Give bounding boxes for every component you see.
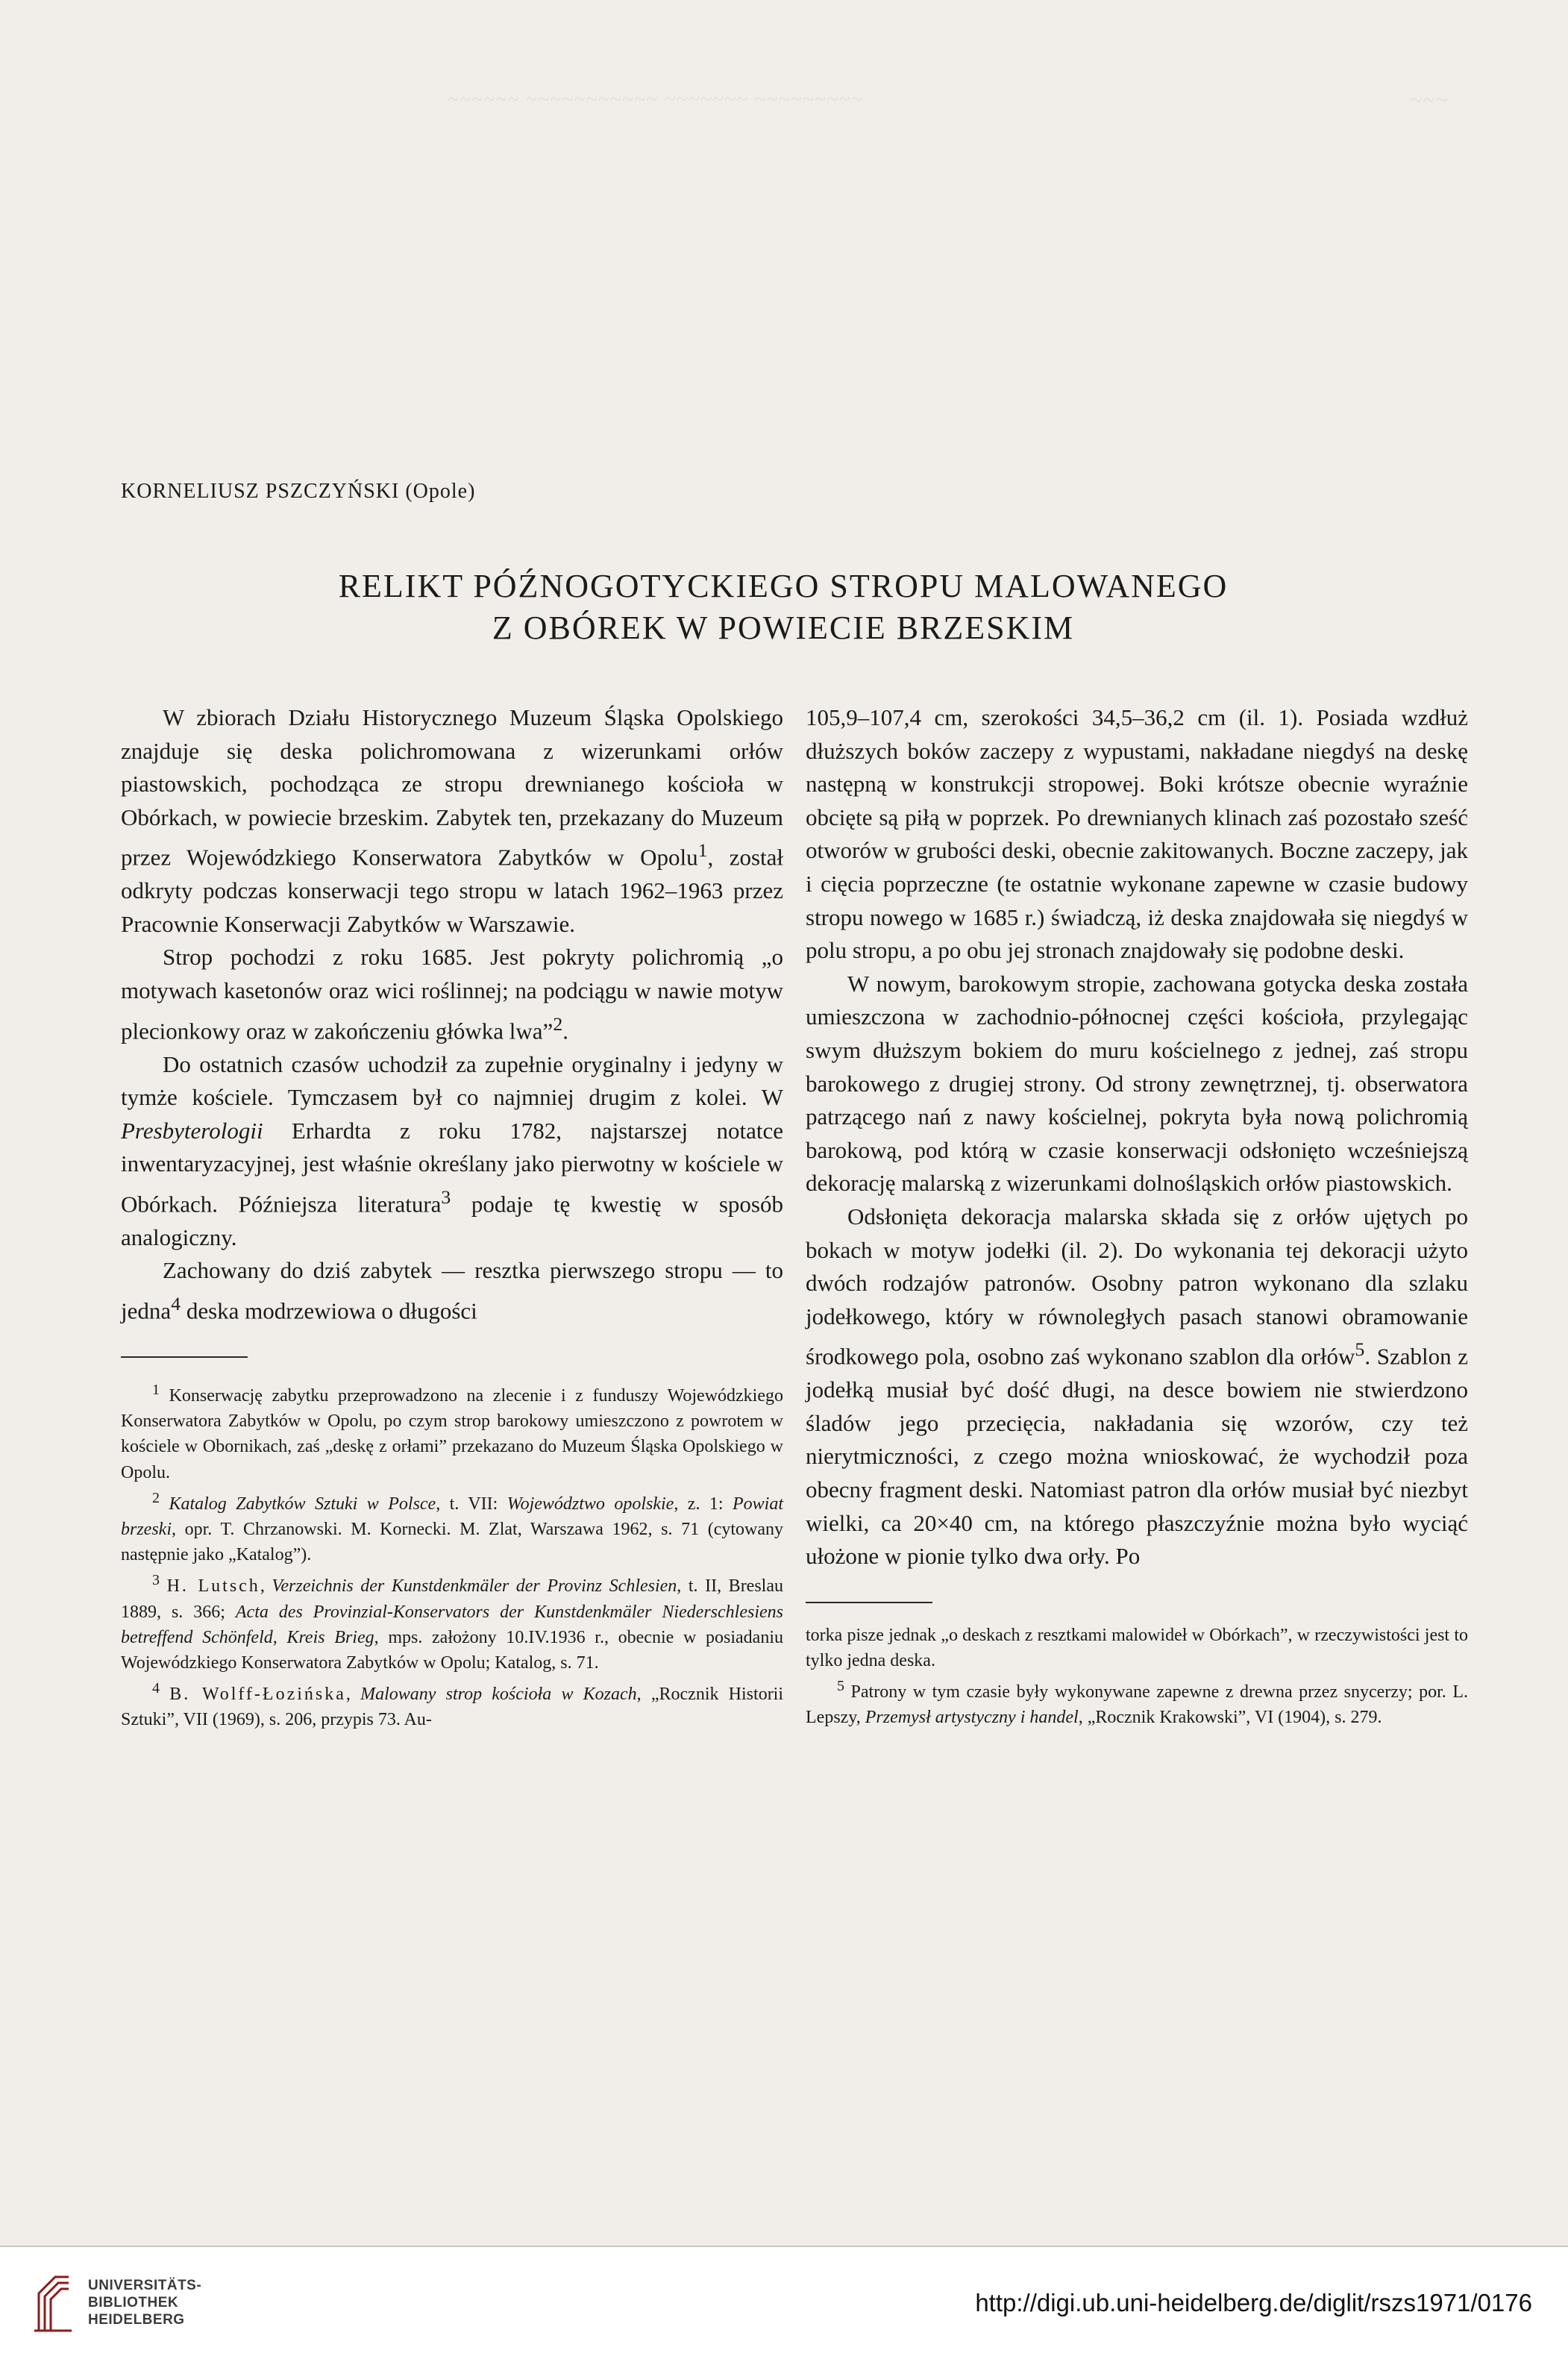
text: , (260, 1576, 272, 1597)
paragraph (121, 941, 783, 1047)
italic-text: Powiat brzeski (121, 1494, 784, 1540)
text: deska modrzewiowa o długości (181, 1297, 477, 1324)
footnote-5 (806, 1673, 1468, 1730)
text: , z. 1: (674, 1494, 733, 1514)
paragraph: 105,9–107,4 cm, szerokości 34,5–36,2 cm (il. 1). Posiada wzdłuż dłuższych boków zaczepy z wypustami, nakładane niegdyś na deskę następną w konstrukcji stropowej. Boki krótsze obecnie wyraźnie obcięte są piłą w poprzek. Po drewnianych klinach zaś pozostało sześć otworów w grubości deski, obecnie zakitowanych. Boczne zaczepy, jak i cięcia poprzeczne (te ostatnie wykonane zapewne w czasie budowy stropu nowego w 1685 r.) świadczą, iż deska znajdowała się niegdyś w polu stropu, a po obu jej stronach znajdowały się podobne deski. (806, 704, 1468, 964)
library-name-line: UNIVERSITÄTS- (88, 2278, 202, 2293)
text: Konserwację zabytku przeprowadzono na zlecenie i z funduszy Wojewódzkiego Konserwatora Zabytków w Opolu, po czym strop barokowy umieszczono z powrotem w kościele w Obornikach, zaś „deskę z orłami” przekazano do Muzeum Śląska Opolskiego w Opolu. (121, 1386, 783, 1482)
footnote-number: 5 (837, 1678, 844, 1695)
text: Erhardta z roku 1782, najstarszej notatce inwentaryzacyjnej, jest właśnie określany jako pierwotny w kościele w Obórkach. Późniejsza literatura (121, 1117, 783, 1218)
footnote-number: 2 (152, 1489, 160, 1506)
footnote-ref: 1 (697, 839, 708, 862)
italic-text: Acta des Provinzial-Konservators der Kunstdenkmäler Niederschlesiens betreffend Schönfeld, Kreis Brieg (121, 1602, 783, 1647)
source-url-link[interactable]: http://digi.ub.uni-heidelberg.de/diglit/rszs1971/0176 (975, 2289, 1532, 2316)
text: Odsłonięta dekoracja malarska składa się z orłów ujętych po bokach w motyw jodełki (il. 2). Do wykonania tej dekoracji użyto dwóch rodzajów patronów. Osobny patron wykonano dla szlaku jodełkowego, który w równoległych pasach stanowi obramowanie środkowego pola, osobno zaś wykonano szablon dla orłów (806, 1203, 1468, 1370)
title-line-2: Z OBÓREK W POWIECIE BRZESKIM (492, 610, 1075, 646)
library-logo-icon (31, 2271, 75, 2334)
text: . Szablon z jodełką musiał być dość długi, na desce bowiem nie stwierdzono śladów jego przecięcia, nakładania się wzorów, czy też nierytmiczności, z czego można wnioskować, że wychodził poza obecny fragment deski. Natomiast patron dla orłów musiał być niezbyt wielki, ca 20×40 cm, na którego płaszczyźnie można było wyciąć ułożone w pionie tylko dwa orły. Po (806, 1343, 1468, 1570)
italic-text: Katalog Zabytków Sztuki w Polsce (169, 1494, 436, 1514)
text: , „Rocznik Historii Sztuki”, VII (1969), s. 206, przypis 73. Au- (121, 1685, 784, 1730)
footnote-number: 1 (152, 1382, 160, 1398)
show-through-page-number: ~~~ (1410, 88, 1449, 113)
paragraph (121, 701, 783, 941)
footnote-ref: 3 (441, 1185, 451, 1208)
text: W zbiorach Działu Historycznego Muzeum Śląska Opolskiego znajduje się deska polichromowana z wizerunkami orłów piastowskich, pochodząca ze stropu drewnianego kościoła w Obórkach, w powiecie brzeskim. Zabytek ten, przekazany do Muzeum przez Wojewódzkiego Konserwatora Zabytków w Opolu (121, 704, 783, 871)
footnote-number: 3 (152, 1572, 160, 1589)
text: . (562, 1018, 568, 1044)
paragraph (806, 1200, 1468, 1573)
library-name (88, 2277, 201, 2328)
right-column (806, 701, 1468, 1731)
footnote-ref: 5 (1355, 1338, 1365, 1361)
text: , (345, 1685, 361, 1705)
spaced-author: B. Wolff-Łozińska (169, 1685, 346, 1705)
text: , mps. założony 10.IV.1936 r., obecnie w posiadaniu Wojewódzkiego Konserwatora Zabytków w Opolu; Katalog, s. 71. (121, 1627, 783, 1673)
footnote-ref: 2 (553, 1012, 563, 1035)
italic-text: Presbyterologii (121, 1117, 263, 1144)
text: , t. VII: (436, 1494, 507, 1514)
footnote-2 (121, 1485, 783, 1568)
text: , t. II, Breslau 1889, s. 366; (121, 1576, 783, 1622)
footnote-4-continued: torka pisze jednak „o deskach z resztkami malowideł w Obórkach”, w rzeczywistości jest to tylko jedna deska. (806, 1625, 1468, 1670)
library-footer (0, 2246, 1568, 2359)
footnote-rule (806, 1602, 932, 1603)
text: Do ostatnich czasów uchodził za zupełnie oryginalny i jedyny w tymże kościele. Tymczasem był co najmniej drugim z kolei. W (121, 1050, 783, 1111)
text: , opr. T. Chrzanowski. M. Kornecki. M. Zlat, Warszawa 1962, s. 71 (cytowany następnie jako „Katalog”). (121, 1520, 783, 1565)
title-line-1: RELIKT PÓŹNOGOTYCKIEGO STROPU MALOWANEGO (338, 568, 1229, 604)
article-title (119, 566, 1447, 649)
italic-text: Przemysł artystyczny i handel (865, 1708, 1079, 1728)
author-line: KORNELIUSZ PSZCZYŃSKI (Opole) (121, 480, 476, 503)
show-through-running-header: ~~~~~~ ~~~~~~~~~~~ ~~~~~~~ ~~~~~~~~~ (448, 88, 863, 111)
left-column (121, 701, 783, 1733)
spaced-author: H. Lutsch (166, 1576, 260, 1597)
paragraph (121, 1048, 783, 1255)
text: podaje tę kwestię w sposób analogiczny. (121, 1191, 783, 1250)
paragraph: W nowym, barokowym stropie, zachowana gotycka deska została umieszczona w zachodnio-północnej części kościoła, przylegając swym dłuższym bokiem do muru kościelnego z jednej, zaś stropu barokowego z drugiej strony. Od strony zewnętrznej, tj. obserwatora patrzącego nań z nawy kościelnej, pokryta była nową polichromią barokową, pod którą w czasie konserwacji odsłonięto wcześniejszą dekorację malarską z wizerunkami dolnośląskich orłów piastowskich. (806, 970, 1468, 1197)
footnote-number: 4 (152, 1680, 160, 1697)
library-name-line: BIBLIOTHEK (88, 2295, 179, 2311)
text: , „Rocznik Krakowski”, VI (1904), s. 279. (1078, 1708, 1382, 1728)
footnote-ref: 4 (171, 1293, 181, 1315)
footnote-1 (121, 1377, 783, 1485)
text: Zachowany do dziś zabytek — resztka pierwszego stropu — to jedna (121, 1257, 783, 1324)
footnote-rule (121, 1356, 248, 1358)
footnote-4 (121, 1676, 783, 1732)
italic-text: Województwo opolskie (507, 1494, 674, 1514)
italic-text: Verzeichnis der Kunstdenkmäler der Provinz Schlesien (272, 1576, 677, 1597)
footnote-3 (121, 1567, 783, 1676)
text: Strop pochodzi z roku 1685. Jest pokryty polichromią „o motywach kasetonów oraz wici roślinnej; na podciągu w nawie motyw plecionkowy oraz w zakończeniu główka lwa” (121, 944, 783, 1044)
italic-text: Malowany strop kościoła w Kozach (360, 1685, 637, 1705)
paragraph (121, 1254, 783, 1328)
library-name-line: HEIDELBERG (88, 2312, 185, 2328)
text: Patrony w tym czasie były wykonywane zapewne z drewna przez snycerzy; por. L. Lepszy, (806, 1682, 1468, 1728)
text: , został odkryty podczas konserwacji tego stropu w latach 1962–1963 przez Pracownie Konserwacji Zabytków w Warszawie. (121, 844, 783, 937)
